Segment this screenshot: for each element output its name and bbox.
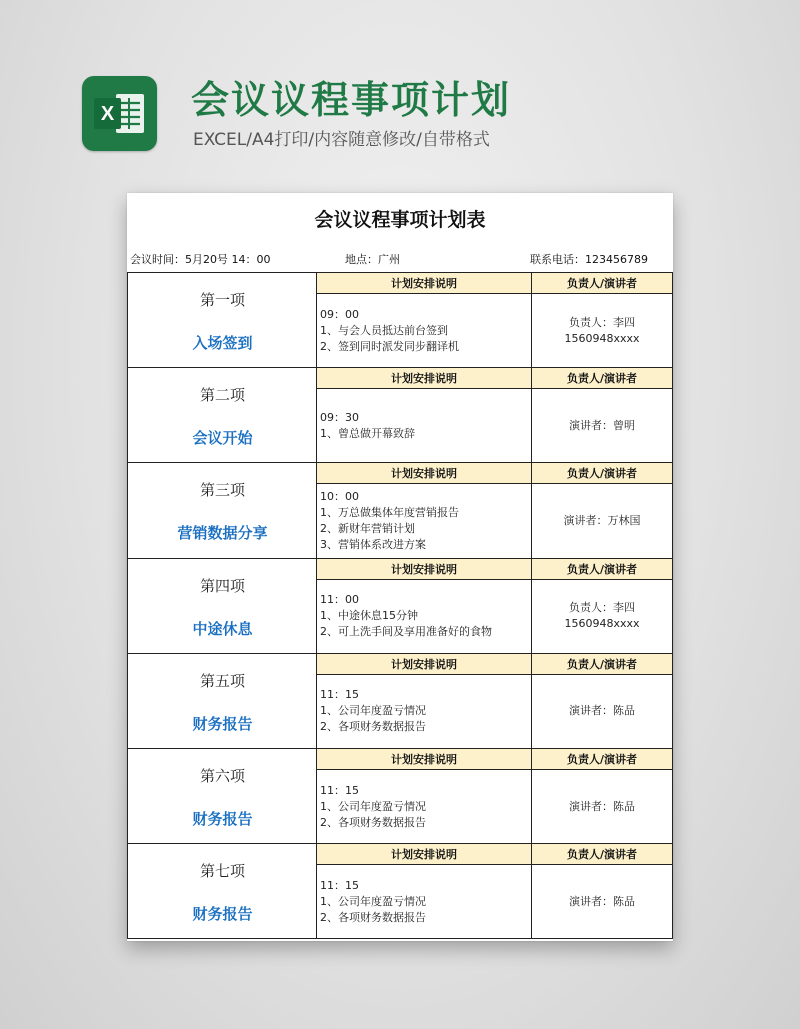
responsible-line: 演讲者：陈品 xyxy=(569,894,635,908)
detail-header-row xyxy=(317,368,673,389)
agenda-item-name: 财务报告 xyxy=(192,714,253,733)
responsible-header: 负责人/演讲者 xyxy=(532,463,673,483)
responsible-cell xyxy=(532,675,673,748)
detail-body-row xyxy=(317,484,673,557)
detail-header-row xyxy=(317,273,673,294)
responsible-header: 负责人/演讲者 xyxy=(532,559,673,579)
responsible-header: 负责人/演讲者 xyxy=(532,749,673,769)
agenda-item-name: 入场签到 xyxy=(192,334,253,352)
agenda-item-name: 会议开始 xyxy=(192,429,253,448)
agenda-item-ordinal: 第七项 xyxy=(199,862,245,881)
plan-header: 计划安排说明 xyxy=(317,368,532,388)
plan-line: 1、公司年度盈亏情况 xyxy=(320,799,426,813)
excel-logo-icon xyxy=(82,76,157,151)
plan-line: 2、各项财务数据报告 xyxy=(320,720,426,734)
responsible-cell xyxy=(532,580,673,653)
agenda-item-cell xyxy=(128,654,317,748)
plan-cell xyxy=(317,294,532,367)
agenda-item-cell xyxy=(128,749,317,843)
meeting-time: 会议时间：5月20号 14：00 xyxy=(130,253,271,266)
agenda-item-ordinal: 第二项 xyxy=(199,386,245,405)
plan-cell xyxy=(317,865,532,938)
agenda-item-name: 财务报告 xyxy=(192,905,253,924)
plan-line: 11：00 xyxy=(320,593,359,607)
agenda-item-ordinal: 第四项 xyxy=(199,576,245,595)
plan-line: 1、公司年度盈亏情况 xyxy=(320,894,426,908)
plan-cell xyxy=(317,675,532,748)
detail-header-row xyxy=(317,559,673,580)
responsible-header: 负责人/演讲者 xyxy=(532,368,673,388)
responsible-line: 演讲者：万林国 xyxy=(563,513,641,527)
responsible-header: 负责人/演讲者 xyxy=(532,654,673,674)
responsible-line: 演讲者：陈品 xyxy=(569,704,635,718)
meeting-place: 地点：广州 xyxy=(345,253,400,266)
plan-cell xyxy=(317,389,532,462)
agenda-detail-cell xyxy=(317,654,673,748)
plan-line: 11：15 xyxy=(320,783,359,797)
agenda-item-cell xyxy=(128,273,317,367)
agenda-item-cell xyxy=(128,844,317,938)
detail-header-row xyxy=(317,654,673,675)
plan-line: 2、可上洗手间及享用准备好的食物 xyxy=(320,625,492,639)
plan-line: 09：00 xyxy=(320,307,359,321)
detail-body-row xyxy=(317,294,673,367)
agenda-detail-cell xyxy=(317,749,673,843)
plan-line: 2、签到同时派发同步翻译机 xyxy=(320,339,459,353)
responsible-line: 1560948xxxx xyxy=(564,331,640,345)
plan-header: 计划安排说明 xyxy=(317,559,532,579)
agenda-item-name: 营销数据分享 xyxy=(177,524,268,543)
plan-header: 计划安排说明 xyxy=(317,273,532,293)
agenda-detail-cell xyxy=(317,844,673,938)
responsible-line: 演讲者：曾明 xyxy=(569,418,635,432)
responsible-cell xyxy=(532,484,673,557)
agenda-detail-cell xyxy=(317,273,673,367)
plan-line: 2、各项财务数据报告 xyxy=(320,815,426,829)
plan-cell xyxy=(317,770,532,843)
plan-cell xyxy=(317,484,532,557)
agenda-row xyxy=(128,844,673,939)
plan-header: 计划安排说明 xyxy=(317,749,532,769)
detail-body-row xyxy=(317,675,673,748)
plan-line: 11：15 xyxy=(320,688,359,702)
agenda-row xyxy=(128,463,673,558)
responsible-cell xyxy=(532,389,673,462)
responsible-cell xyxy=(532,294,673,367)
agenda-detail-cell xyxy=(317,368,673,462)
svg-text:X: X xyxy=(100,103,115,125)
detail-header-row xyxy=(317,844,673,865)
agenda-item-ordinal: 第六项 xyxy=(199,766,245,785)
detail-body-row xyxy=(317,389,673,462)
responsible-line: 负责人：李四 xyxy=(569,601,635,615)
plan-line: 1、与会人员抵达前台签到 xyxy=(320,323,448,337)
agenda-detail-cell xyxy=(317,463,673,557)
responsible-line: 1560948xxxx xyxy=(564,617,640,631)
sheet-title: 会议议程事项计划表 xyxy=(314,209,486,231)
agenda-item-cell xyxy=(128,463,317,557)
plan-line: 2、新财年营销计划 xyxy=(320,521,415,535)
plan-line: 1、曾总做开幕致辞 xyxy=(320,426,415,440)
agenda-row xyxy=(128,749,673,844)
plan-line: 10：00 xyxy=(320,489,359,503)
responsible-header: 负责人/演讲者 xyxy=(532,273,673,293)
agenda-item-cell xyxy=(128,368,317,462)
plan-header: 计划安排说明 xyxy=(317,654,532,674)
plan-header: 计划安排说明 xyxy=(317,844,532,864)
plan-line: 1、中途休息15分钟 xyxy=(320,609,418,623)
responsible-line: 负责人：李四 xyxy=(569,315,635,329)
plan-cell xyxy=(317,580,532,653)
agenda-row xyxy=(128,368,673,463)
agenda-row xyxy=(128,273,673,368)
responsible-header: 负责人/演讲者 xyxy=(532,844,673,864)
agenda-sheet xyxy=(127,193,673,941)
agenda-item-cell xyxy=(128,559,317,653)
agenda-item-name: 财务报告 xyxy=(192,809,253,828)
agenda-row xyxy=(128,654,673,749)
agenda-item-name: 中途休息 xyxy=(192,619,253,638)
responsible-cell xyxy=(532,770,673,843)
plan-line: 1、万总做集体年度营销报告 xyxy=(320,505,459,519)
plan-line: 1、公司年度盈亏情况 xyxy=(320,704,426,718)
agenda-detail-cell xyxy=(317,559,673,653)
banner-title: 会议议程事项计划 xyxy=(191,78,512,122)
plan-line: 3、营销体系改进方案 xyxy=(320,537,426,551)
agenda-row xyxy=(128,559,673,654)
agenda-item-ordinal: 第一项 xyxy=(199,291,245,309)
detail-header-row xyxy=(317,463,673,484)
agenda-item-ordinal: 第五项 xyxy=(199,671,245,690)
responsible-cell xyxy=(532,865,673,938)
plan-header: 计划安排说明 xyxy=(317,463,532,483)
banner-subtitle: EXCEL/A4打印/内容随意修改/自带格式 xyxy=(193,130,490,150)
detail-header-row xyxy=(317,749,673,770)
detail-body-row xyxy=(317,865,673,938)
responsible-line: 演讲者：陈品 xyxy=(569,799,635,813)
plan-line: 2、各项财务数据报告 xyxy=(320,910,426,924)
agenda-table xyxy=(127,272,673,939)
plan-line: 09：30 xyxy=(320,410,359,424)
detail-body-row xyxy=(317,770,673,843)
plan-line: 11：15 xyxy=(320,878,359,892)
detail-body-row xyxy=(317,580,673,653)
agenda-item-ordinal: 第三项 xyxy=(199,481,245,500)
contact-phone: 联系电话：123456789 xyxy=(530,253,648,266)
excel-logo-glyph xyxy=(82,76,157,151)
meeting-info-row xyxy=(127,251,673,267)
